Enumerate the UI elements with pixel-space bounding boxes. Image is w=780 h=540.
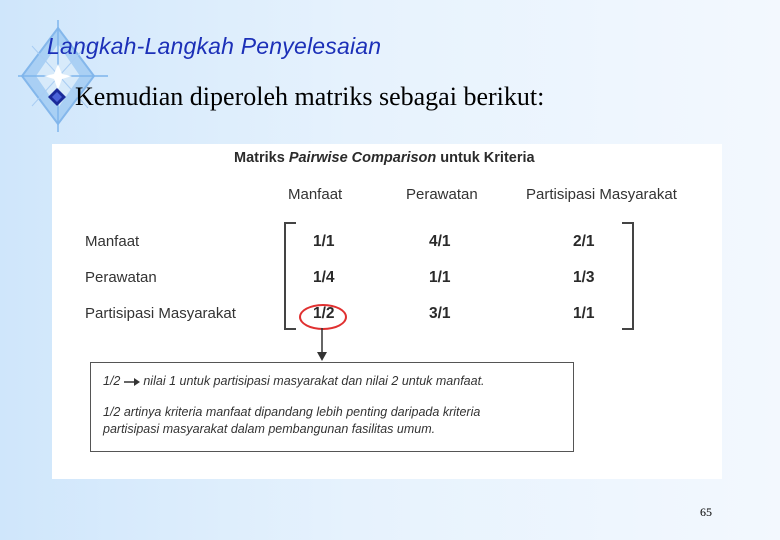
diamond-bullet-icon — [47, 87, 67, 107]
matrix-cell: 2/1 — [573, 233, 595, 250]
matrix-cell: 3/1 — [429, 305, 451, 322]
matrix-cell: 1/1 — [313, 233, 335, 250]
explanation-note — [90, 362, 574, 452]
row-label-perawatan: Perawatan — [85, 269, 157, 286]
note-line-1: 1/2 nilai 1 untuk partisipasi masyarakat dan nilai 2 untuk manfaat. — [103, 374, 485, 388]
column-header-perawatan: Perawatan — [406, 186, 478, 203]
row-label-manfaat: Manfaat — [85, 233, 140, 250]
right-arrow-icon — [124, 377, 140, 387]
column-header-manfaat: Manfaat — [288, 186, 343, 203]
figure-title: Matriks Pairwise Comparison untuk Kriteria — [234, 150, 535, 166]
note-line-3: partisipasi masyarakat dalam pembangunan fasilitas umum. — [103, 422, 436, 436]
matrix-figure — [52, 144, 722, 479]
page-number: 65 — [700, 505, 712, 519]
matrix-cell: 1/1 — [429, 269, 451, 286]
matrix-right-bracket — [622, 222, 634, 330]
matrix-cell: 1/3 — [573, 269, 595, 286]
matrix-cell-highlighted: 1/2 — [313, 305, 335, 322]
row-label-partisipasi: Partisipasi Masyarakat — [85, 305, 236, 322]
matrix-cell: 1/1 — [573, 305, 595, 322]
matrix-cell: 4/1 — [429, 233, 451, 250]
down-arrow-icon — [316, 328, 328, 362]
note-line-2: 1/2 artinya kriteria manfaat dipandang lebih penting daripada kriteria — [103, 405, 481, 419]
matrix-left-bracket — [284, 222, 296, 330]
bullet-line — [47, 82, 544, 112]
slide-title: Langkah-Langkah Penyelesaian — [47, 33, 382, 59]
matrix-cell: 1/4 — [313, 269, 335, 286]
column-header-partisipasi: Partisipasi Masyarakat — [526, 186, 677, 203]
bullet-text: Kemudian diperoleh matriks sebagai berikut: — [75, 82, 545, 111]
highlight-circle — [299, 304, 347, 330]
